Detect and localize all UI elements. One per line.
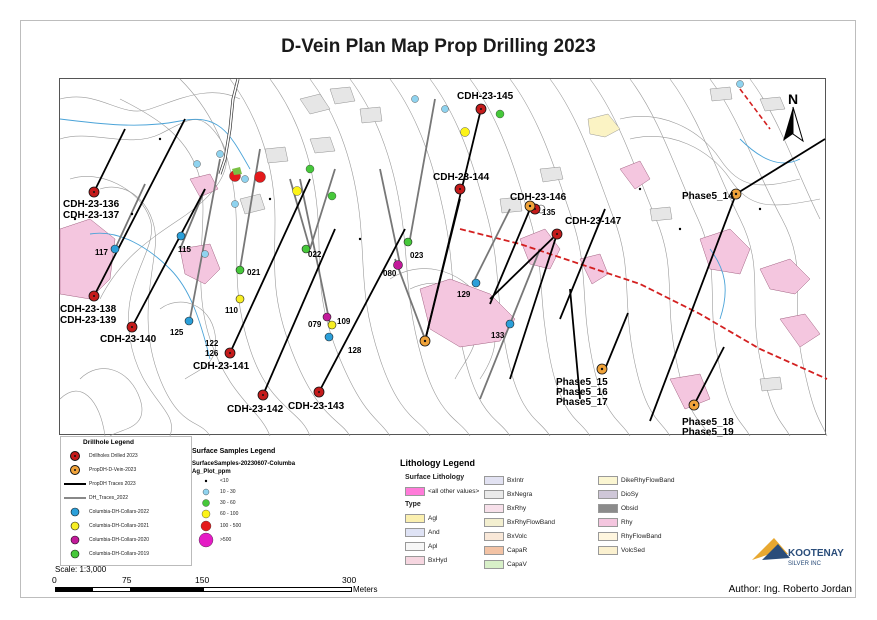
svg-text:126: 126 — [205, 349, 219, 358]
svg-text:125: 125 — [170, 328, 184, 337]
collar-cdh-23-142 — [258, 390, 268, 400]
svg-text:SILVER INC: SILVER INC — [788, 561, 821, 567]
collar-cdh-23-145 — [476, 104, 486, 114]
svg-text:122: 122 — [205, 339, 219, 348]
svg-text:021: 021 — [247, 268, 261, 277]
label-cdh-23-144: CDH-23-144 — [433, 172, 490, 183]
author-credit: Author: Ing. Roberto Jordan — [728, 584, 852, 595]
label-cdh-23-143: CDH-23-143 — [288, 401, 345, 412]
label-cdh-23-146: CDH-23-146 — [510, 192, 567, 203]
label-phase5-15: Phase5_15 — [556, 377, 608, 388]
svg-text:079: 079 — [308, 320, 322, 329]
svg-text:129: 129 — [457, 290, 471, 299]
collar-phase5-15 — [597, 364, 607, 374]
label-cdh-23-142: CDH-23-142 — [227, 404, 284, 415]
map-area[interactable] — [59, 78, 826, 438]
drillhole-legend: Drillhole Legend Drillholes Drilled 2023 PropDH-D-Vein-2023 PropDH Traces 2023 DH_Traces_2022 Columbia-DH-Collars-2022 Columbia-DH-Collars-2021 Columbia-DH-Collars-2020 Columbia-DH-Collars-2019 — [60, 436, 192, 566]
svg-text:109: 109 — [337, 317, 351, 326]
label-cdh-23-140: CDH-23-140 — [100, 334, 157, 345]
collar-cdh-23-144 — [455, 184, 465, 194]
svg-text:KOOTENAY: KOOTENAY — [788, 548, 844, 559]
kootenay-logo — [748, 532, 844, 574]
label-phase5-17: Phase5_17 — [556, 397, 608, 408]
svg-text:080: 080 — [383, 269, 397, 278]
scale-tick-300: 300 — [342, 575, 357, 585]
scale-tick-75: 75 — [122, 575, 132, 585]
label-cdh-23-136: CDH-23-136 — [63, 199, 120, 210]
svg-text:115: 115 — [178, 245, 191, 254]
svg-text:133: 133 — [491, 331, 505, 340]
scale-unit: Meters — [353, 585, 378, 594]
svg-text:110: 110 — [225, 306, 238, 315]
label-cdh-23-147: CDH-23-147 — [565, 216, 622, 227]
scale-text: Scale: 1:3,000 — [55, 565, 107, 574]
north-arrow — [779, 91, 807, 151]
label-phase5-18: Phase5_18 — [682, 417, 734, 428]
collar-cdh-23-141 — [225, 348, 235, 358]
collar-d-vein-080 — [420, 336, 430, 346]
d-vein-trace — [460, 229, 827, 379]
lithology-legend: Lithology Legend Surface Lithology <all other values> Type Agl And Apl BxHyd BxIntr BxNegra BxRhy BxRhyFlowBand BxVolc CapaR CapaV DikeRhyFlowBand DioSy Obsid Rhy RhyFlowBand VolcSed — [400, 458, 730, 468]
collar-cdh-23-147 — [552, 229, 562, 239]
svg-text:128: 128 — [348, 346, 362, 355]
svg-text:135: 135 — [542, 208, 556, 217]
lithology-legend-title: Lithology Legend — [400, 458, 475, 468]
label-cdh-23-141: CDH-23-141 — [193, 361, 250, 372]
svg-text:022: 022 — [308, 250, 322, 259]
scale-tick-150: 150 — [195, 575, 210, 585]
scale-tick-0: 0 — [52, 575, 57, 585]
map-title: D-Vein Plan Map Prop Drilling 2023 — [281, 36, 596, 57]
label-phase5-14: Phase5_14 — [682, 191, 734, 202]
surface-legend-title: Surface Samples Legend — [192, 448, 276, 455]
collar-phase5-18 — [689, 400, 699, 410]
map-canvas[interactable] — [60, 79, 827, 436]
surface-samples-legend: Surface Samples Legend SurfaceSamples-20230607-Columba Ag_Plot_ppm <10 10 - 30 30 - 60 60 - 100 100 - 500 >500 — [192, 448, 372, 548]
drillhole-legend-title: Drillhole Legend — [83, 439, 134, 446]
capa-polygon — [588, 114, 620, 137]
label-phase5-19: Phase5_19 — [682, 427, 734, 438]
collar-cdh-23-138 — [89, 291, 99, 301]
label-cdh-23-138: CDH-23-138 — [60, 304, 117, 315]
collar-cdh-23-140 — [127, 322, 137, 332]
svg-text:117: 117 — [95, 248, 108, 257]
scale-bar — [55, 587, 352, 592]
label-cdh-23-137: CDH-23-137 — [63, 210, 120, 221]
label-cdh-23-145: CDH-23-145 — [457, 91, 514, 102]
north-arrow-label: N — [788, 91, 799, 107]
collar-cdh-23-136 — [89, 187, 99, 197]
label-cdh-23-139: CDH-23-139 — [60, 315, 117, 326]
svg-text:023: 023 — [410, 251, 424, 260]
surface-samples[interactable] — [74, 81, 761, 258]
collar-cdh-23-143 — [314, 387, 324, 397]
label-phase5-16: Phase5_16 — [556, 387, 608, 398]
